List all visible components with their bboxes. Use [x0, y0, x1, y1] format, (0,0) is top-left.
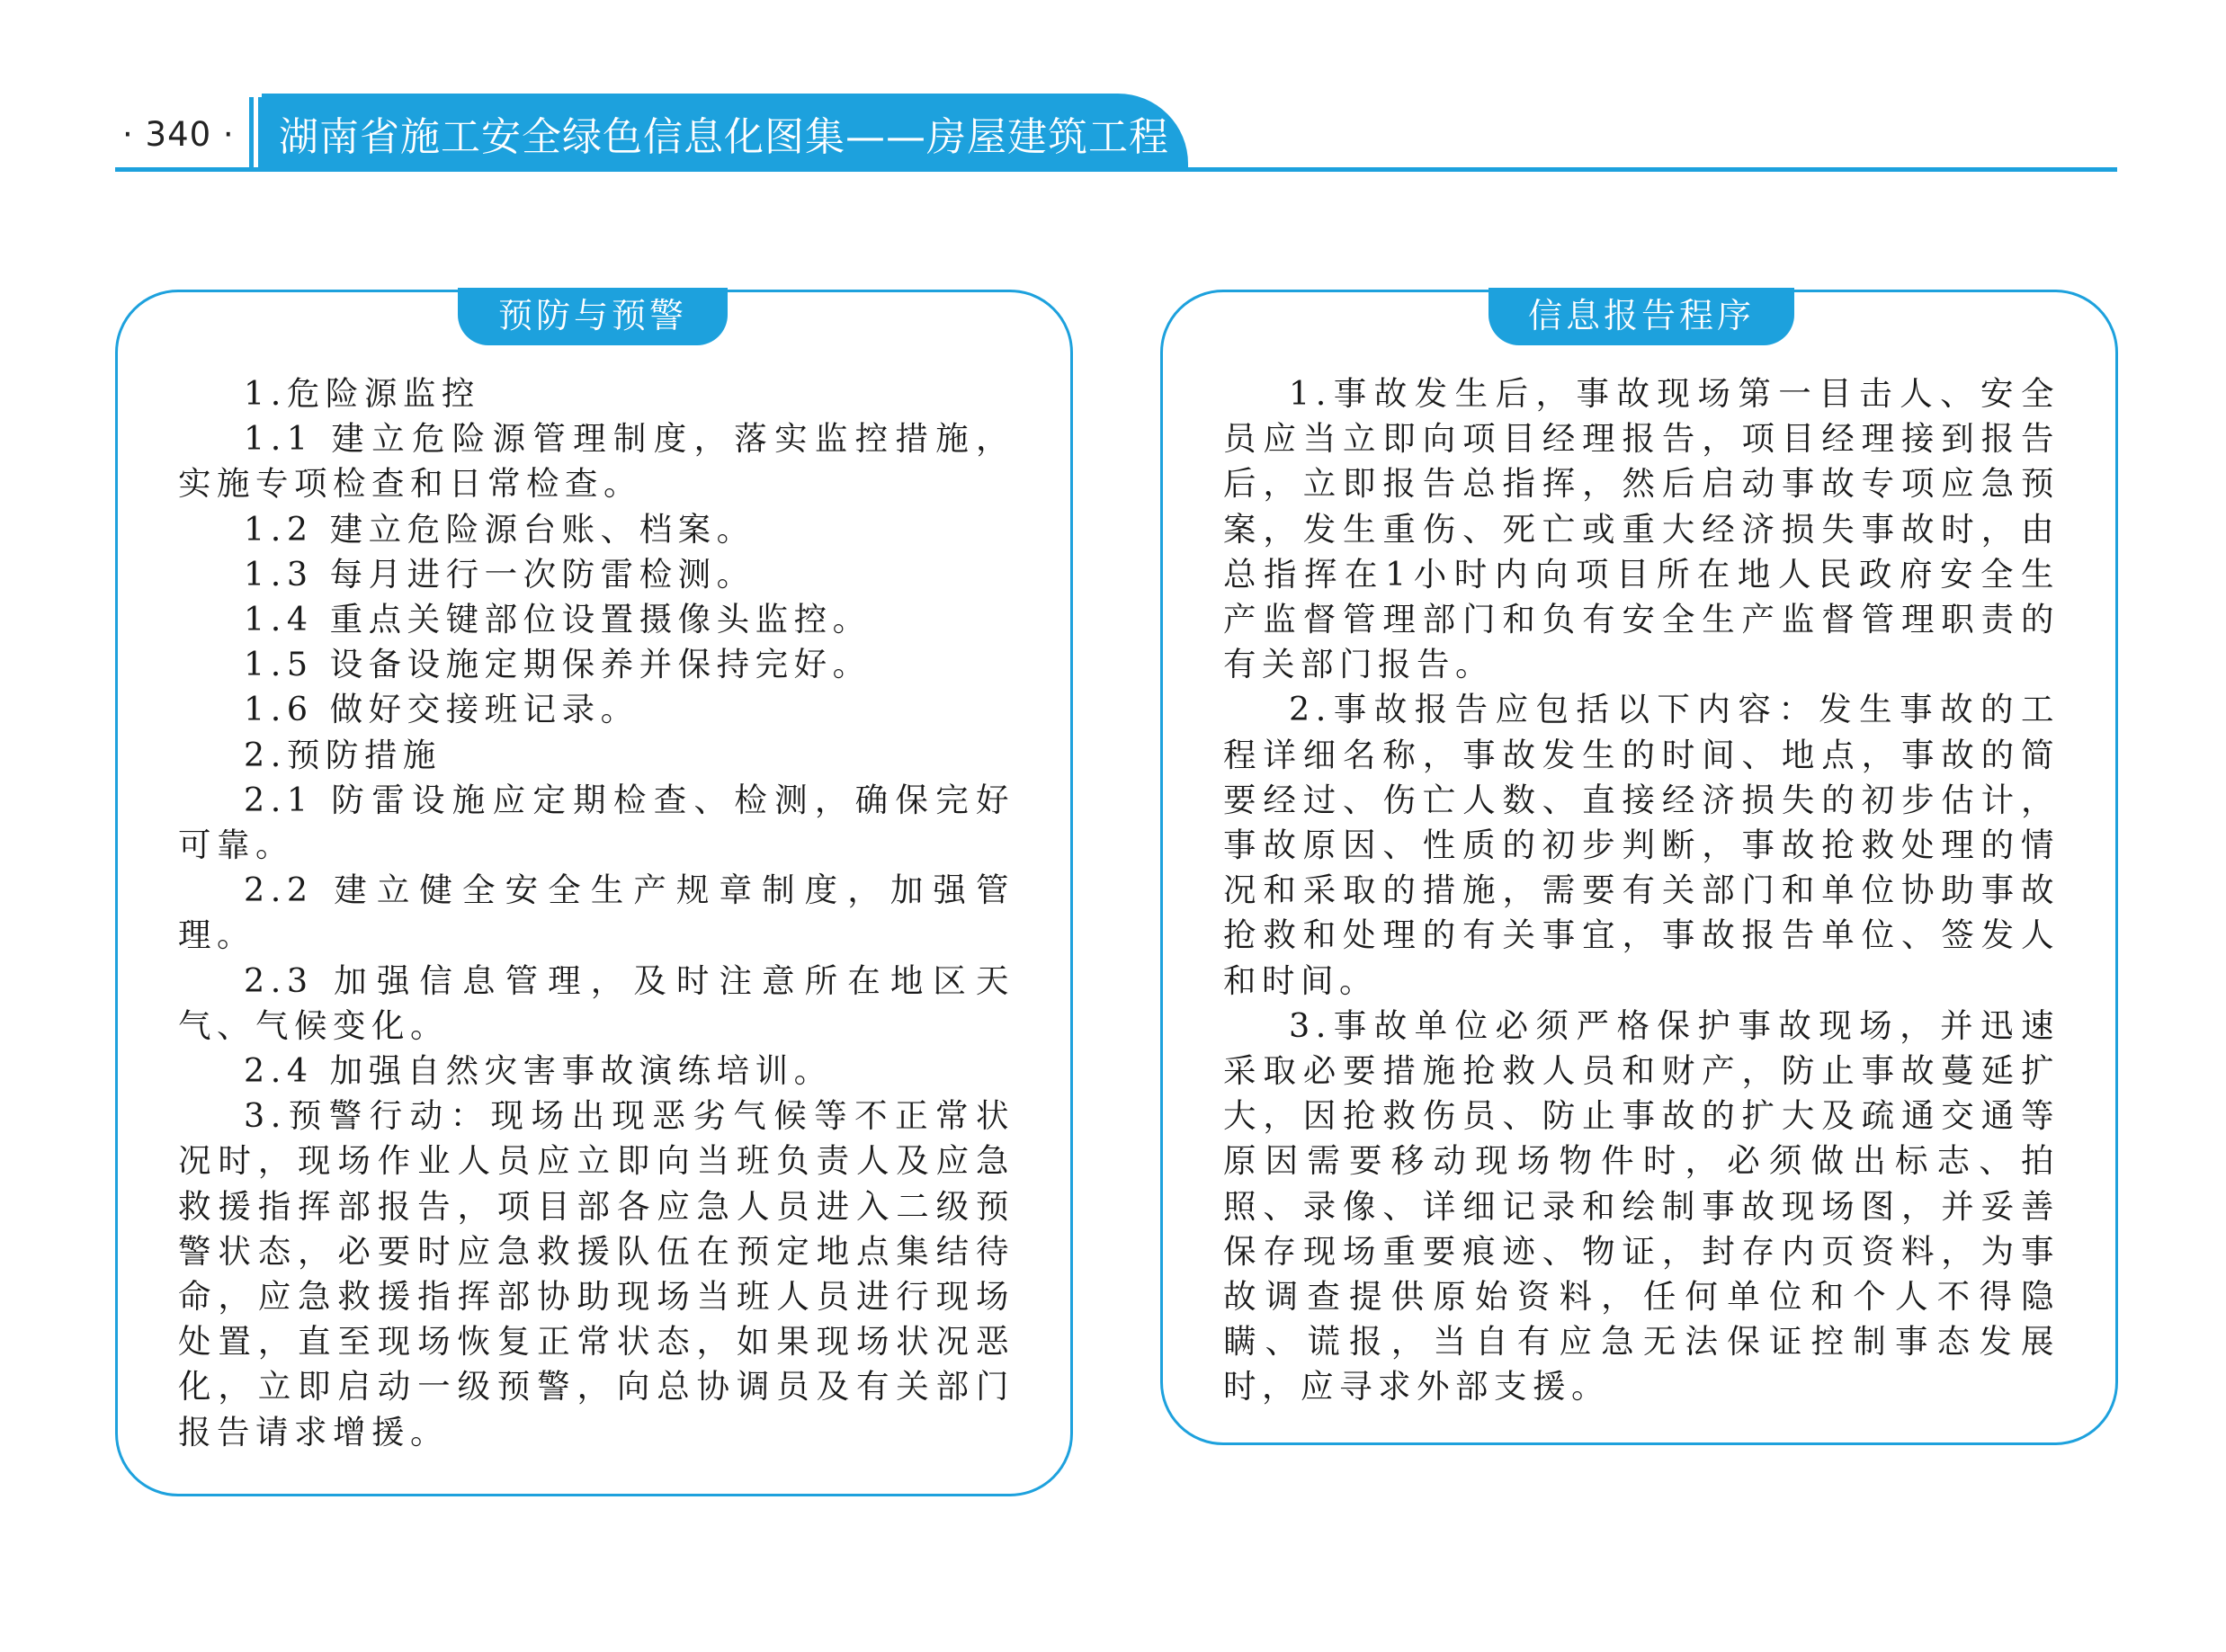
paragraph: 2.3 加强信息管理，及时注意所在地区天气、气候变化。 [178, 960, 1015, 1045]
paragraph: 2.预防措施 [244, 735, 442, 774]
paragraph: 1.2 建立危险源台账、档案。 [244, 509, 755, 549]
paragraph: 1.4 重点关键部位设置摄像头监控。 [244, 600, 872, 639]
panel-body [1223, 371, 2060, 1410]
paragraph: 1.1 建立危险源管理制度，落实监控措施，实施专项检查和日常检查。 [178, 419, 1015, 504]
book-title: 湖南省施工安全绿色信息化图集——房屋建筑工程 [279, 114, 1169, 160]
panel-heading: 信息报告程序 [1488, 288, 1794, 345]
paragraph: 2.事故报告应包括以下内容：发生事故的工程详细名称，事故发生的时间、地点，事故的简要经过、伤亡人数、直接经济损失的初步估计，事故原因、性质的初步判断，事故抢救处理的情况和采取的措施，需要有关部门和单位协助事故抢救和处理的有关事宜，事故报告单位、签发人和时间。 [1223, 690, 2060, 1000]
info-report-procedure-panel [1160, 290, 2118, 1445]
paragraph: 2.2 建立健全安全生产规章制度，加强管理。 [178, 871, 1015, 955]
prevention-warning-panel [115, 290, 1073, 1496]
paragraph: 3.预警行动：现场出现恶劣气候等不正常状况时，现场作业人员应立即向当班负责人及应急救援指挥部报告，项目部各应急人员进入二级预警状态，必要时应急救援队伍在预定地点集结待命，应急救援指挥部协助现场当班人员进行现场处置，直至现场恢复正常状态，如果现场状况恶化，立即启动一级预警，向总协调员及有关部门报告请求增援。 [178, 1096, 1015, 1451]
paragraph: 1.3 每月进行一次防雷检测。 [244, 554, 755, 594]
paragraph: 2.4 加强自然灾害事故演练培训。 [244, 1051, 833, 1091]
paragraph: 2.1 防雷设施应定期检查、检测，确保完好可靠。 [178, 780, 1015, 865]
page-header [0, 0, 2226, 180]
paragraph: 1.5 设备设施定期保养并保持完好。 [244, 645, 872, 684]
paragraph: 3.事故单位必须严格保护事故现场，并迅速采取必要措施抢救人员和财产，防止事故蔓延扩大，因抢救伤员、防止事故的扩大及疏通交通等原因需要移动现场物件时，必须做出标志、拍照、录像、详细记录和绘制事故现场图，并妥善保存现场重要痕迹、物证，封存内页资料，为事故调查提供原始资料，任何单位和个人不得隐瞒、谎报，当自有应急无法保证控制事态发展时，应寻求外部支援。 [1223, 1005, 2060, 1406]
header-rule [115, 167, 2117, 172]
paragraph: 1.6 做好交接班记录。 [244, 690, 639, 729]
panel-body [178, 371, 1015, 1455]
paragraph: 1.危险源监控 [244, 374, 480, 413]
header-divider-bar [249, 97, 254, 171]
panel-heading: 预防与预警 [458, 288, 728, 345]
page-number: · 340 · [122, 115, 235, 154]
paragraph: 1.事故发生后，事故现场第一目击人、安全员应当立即向项目经理报告，项目经理接到报告后，立即报告总指挥，然后启动事故专项应急预案，发生重伤、死亡或重大经济损失事故时，由总指挥在1小时内向项目所在地人民政府安全生产监督管理部门和负有安全生产监督管理职责的有关部门报告。 [1223, 374, 2060, 684]
